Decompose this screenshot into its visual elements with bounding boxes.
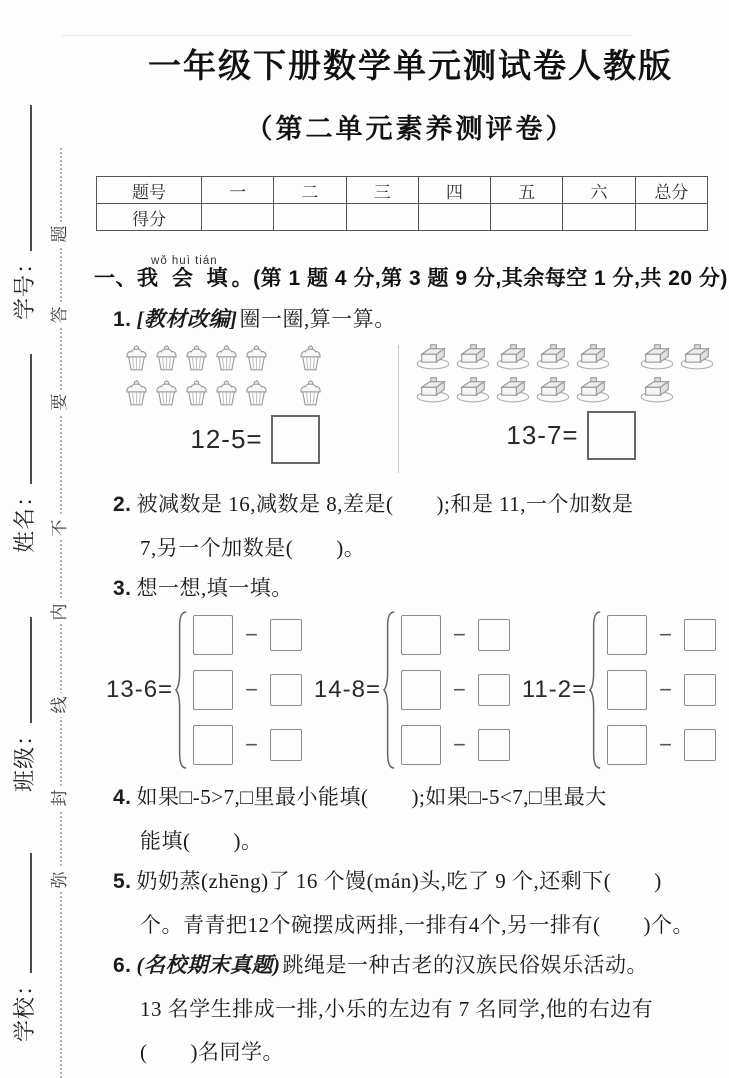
answer-box	[607, 615, 647, 655]
answer-box	[270, 729, 302, 761]
minus-sign: −	[245, 622, 258, 647]
q3-equation: 11-2=	[521, 676, 588, 703]
question-tag: [教材改编]	[136, 307, 238, 331]
cupcake-icon	[122, 378, 151, 407]
question-text: 跳绳是一种古老的汉族民俗娱乐活动。	[282, 953, 649, 977]
cupcake-icon	[296, 343, 325, 372]
q1-figure	[122, 343, 729, 477]
cupcake-icon	[242, 378, 271, 407]
left-brace-icon	[175, 610, 188, 770]
cake-slice-icon	[453, 376, 493, 403]
seal-char: 题	[48, 222, 72, 246]
icon-row	[122, 343, 388, 372]
icon-row	[413, 343, 729, 370]
icon-group	[122, 378, 272, 407]
question-text: 被减数是 16,减数是 8,差是( );和是 11,一个加数是	[136, 492, 634, 516]
cupcake-icon	[212, 378, 241, 407]
icon-group	[637, 376, 677, 403]
score-table-header-cell: 二	[274, 177, 346, 204]
answer-box	[478, 674, 510, 706]
minus-sign: −	[245, 677, 258, 702]
answer-box	[607, 725, 647, 765]
answer-box	[478, 729, 510, 761]
section-title-word: 我 会 填wǒ huì tián	[137, 255, 232, 290]
answer-box	[607, 670, 647, 710]
question-number: 3.	[113, 577, 132, 600]
minus-sign: −	[452, 677, 466, 702]
q1-right-icons	[413, 343, 729, 403]
answer-box	[271, 415, 320, 464]
question-1	[113, 306, 729, 333]
student-id-label: 学号：	[12, 250, 37, 320]
score-empty-cell	[491, 204, 563, 231]
question-text: 奶奶蒸(zhēng)了 16 个馒(mán)头,吃了 9 个,还剩下( )	[136, 869, 662, 893]
question-text: ( )名同学。	[140, 1040, 284, 1064]
seal-margin	[0, 0, 92, 1078]
seal-char: 弥	[48, 868, 72, 892]
cake-slice-icon	[413, 376, 453, 403]
minus-sign: −	[452, 622, 466, 647]
question-number: 6.	[113, 954, 132, 977]
score-table-row-label: 题号	[97, 177, 202, 204]
icon-group	[122, 343, 272, 372]
school-blank-line	[6, 853, 32, 973]
exam-subtitle: （第二单元素养测评卷）	[245, 114, 576, 144]
class-label: 班级：	[12, 722, 37, 792]
question-tag: (名校期末真题)	[136, 953, 281, 977]
q1-left-equation-row	[122, 415, 388, 464]
section-pinyin: wǒ huì tián	[137, 255, 232, 267]
icon-group	[296, 378, 326, 407]
question-6	[113, 952, 729, 1065]
icon-group	[413, 376, 613, 403]
student-id-blank-line	[6, 105, 32, 251]
question-3	[113, 575, 729, 602]
score-table-header-cell: 四	[418, 177, 490, 204]
answer-box	[401, 670, 441, 710]
score-empty-cell	[635, 204, 707, 231]
left-brace-icon	[589, 610, 602, 770]
cupcake-icon	[182, 378, 211, 407]
minus-sign: −	[659, 677, 672, 702]
question-5	[113, 868, 729, 938]
section-scoring-note: 。(第 1 题 4 分,第 3 题 9 分,其余每空 1 分,共 20 分)	[231, 267, 728, 290]
cupcake-icon	[152, 343, 181, 372]
answer-box	[193, 615, 233, 655]
cake-slice-icon	[493, 343, 533, 370]
seal-char: 线	[48, 693, 72, 717]
question-text: 个。青青把12个碗摆成两排,一排有4个,另一排有( )个。	[140, 913, 694, 937]
score-table-header-cell: 五	[491, 177, 563, 204]
score-empty-cell	[418, 204, 490, 231]
minus-sign: −	[452, 732, 466, 757]
cake-slice-icon	[413, 343, 453, 370]
question-4	[113, 784, 729, 854]
cake-slice-icon	[533, 376, 573, 403]
q1-right-equation: 13-7=	[506, 420, 579, 450]
class-blank-line	[6, 617, 32, 723]
answer-box	[684, 729, 716, 761]
score-table-header-cell: 总分	[635, 177, 707, 204]
divider-line	[398, 345, 399, 473]
school-label: 学校：	[12, 972, 37, 1042]
q1-right-panel	[413, 343, 729, 477]
cake-slice-icon	[573, 376, 613, 403]
student-id-field	[6, 92, 36, 320]
cake-slice-icon	[637, 343, 677, 370]
question-2	[113, 491, 729, 561]
q1-left-icons	[122, 343, 388, 407]
score-table-header-cell: 一	[202, 177, 274, 204]
answer-box	[401, 615, 441, 655]
icon-row	[413, 376, 729, 403]
minus-sign: −	[245, 732, 258, 757]
cupcake-icon	[122, 343, 151, 372]
score-empty-cell	[202, 204, 274, 231]
exam-content	[92, 0, 729, 1065]
name-blank-line	[6, 354, 32, 484]
cake-slice-icon	[573, 343, 613, 370]
minus-sign: −	[659, 622, 672, 647]
question-text: 能填( )。	[140, 829, 263, 853]
cake-slice-icon	[677, 343, 717, 370]
q3-group	[522, 610, 716, 770]
question-text: 想一想,填一填。	[136, 576, 293, 600]
score-empty-cell	[274, 204, 346, 231]
q3-figure	[106, 610, 729, 770]
cupcake-icon	[182, 343, 211, 372]
question-text: 圈一圈,算一算。	[239, 307, 396, 331]
question-number: 4.	[113, 786, 132, 809]
seal-char: 要	[48, 390, 72, 414]
score-table-row-label: 得分	[97, 204, 202, 231]
q3-equation: 13-6=	[106, 676, 174, 703]
cake-slice-icon	[493, 376, 533, 403]
question-text: 如果□-5>7,□里最小能填( );如果□-5<7,□里最大	[136, 785, 607, 809]
seal-char: 不	[48, 516, 72, 540]
name-field	[6, 338, 36, 553]
answer-box	[270, 619, 302, 651]
icon-row	[122, 378, 388, 407]
score-table-header-cell: 六	[563, 177, 635, 204]
question-number: 2.	[113, 493, 132, 516]
class-field	[6, 596, 36, 792]
answer-box	[401, 725, 441, 765]
q3-group	[106, 610, 302, 770]
q3-equation: 14-8=	[313, 676, 381, 703]
cupcake-icon	[212, 343, 241, 372]
q1-left-equation: 12-5=	[190, 424, 263, 454]
seal-char: 封	[48, 786, 72, 810]
score-empty-cell	[346, 204, 418, 231]
section-number: 一、	[94, 267, 137, 290]
seal-char: 答	[48, 303, 72, 327]
q1-right-equation-row	[413, 411, 729, 460]
cupcake-icon	[152, 378, 181, 407]
question-number: 1.	[113, 308, 132, 331]
cake-slice-icon	[533, 343, 573, 370]
answer-box	[270, 674, 302, 706]
icon-group	[413, 343, 613, 370]
answer-box	[478, 619, 510, 651]
section-1-heading	[94, 255, 729, 292]
q3-group	[314, 610, 510, 770]
left-brace-icon	[383, 610, 396, 770]
answer-box	[684, 619, 716, 651]
seal-char: 内	[48, 600, 72, 624]
answer-box	[587, 411, 636, 460]
score-table	[96, 176, 708, 231]
answer-box	[193, 670, 233, 710]
icon-group	[296, 343, 326, 372]
cupcake-icon	[242, 343, 271, 372]
question-text: 13 名学生排成一排,小乐的左边有 7 名同学,他的右边有	[140, 997, 654, 1021]
answer-box	[193, 725, 233, 765]
q1-left-panel	[122, 343, 388, 477]
cake-slice-icon	[637, 376, 677, 403]
question-number: 5.	[113, 870, 132, 893]
icon-group	[637, 343, 717, 370]
cupcake-icon	[296, 378, 325, 407]
score-table-header-cell: 三	[346, 177, 418, 204]
name-label: 姓名：	[12, 483, 37, 553]
answer-box	[684, 674, 716, 706]
question-text: 7,另一个加数是( )。	[140, 536, 366, 560]
exam-title: 一年级下册数学单元测试卷人教版	[148, 47, 673, 84]
school-field	[6, 830, 36, 1042]
cake-slice-icon	[453, 343, 493, 370]
score-empty-cell	[563, 204, 635, 231]
minus-sign: −	[659, 732, 672, 757]
